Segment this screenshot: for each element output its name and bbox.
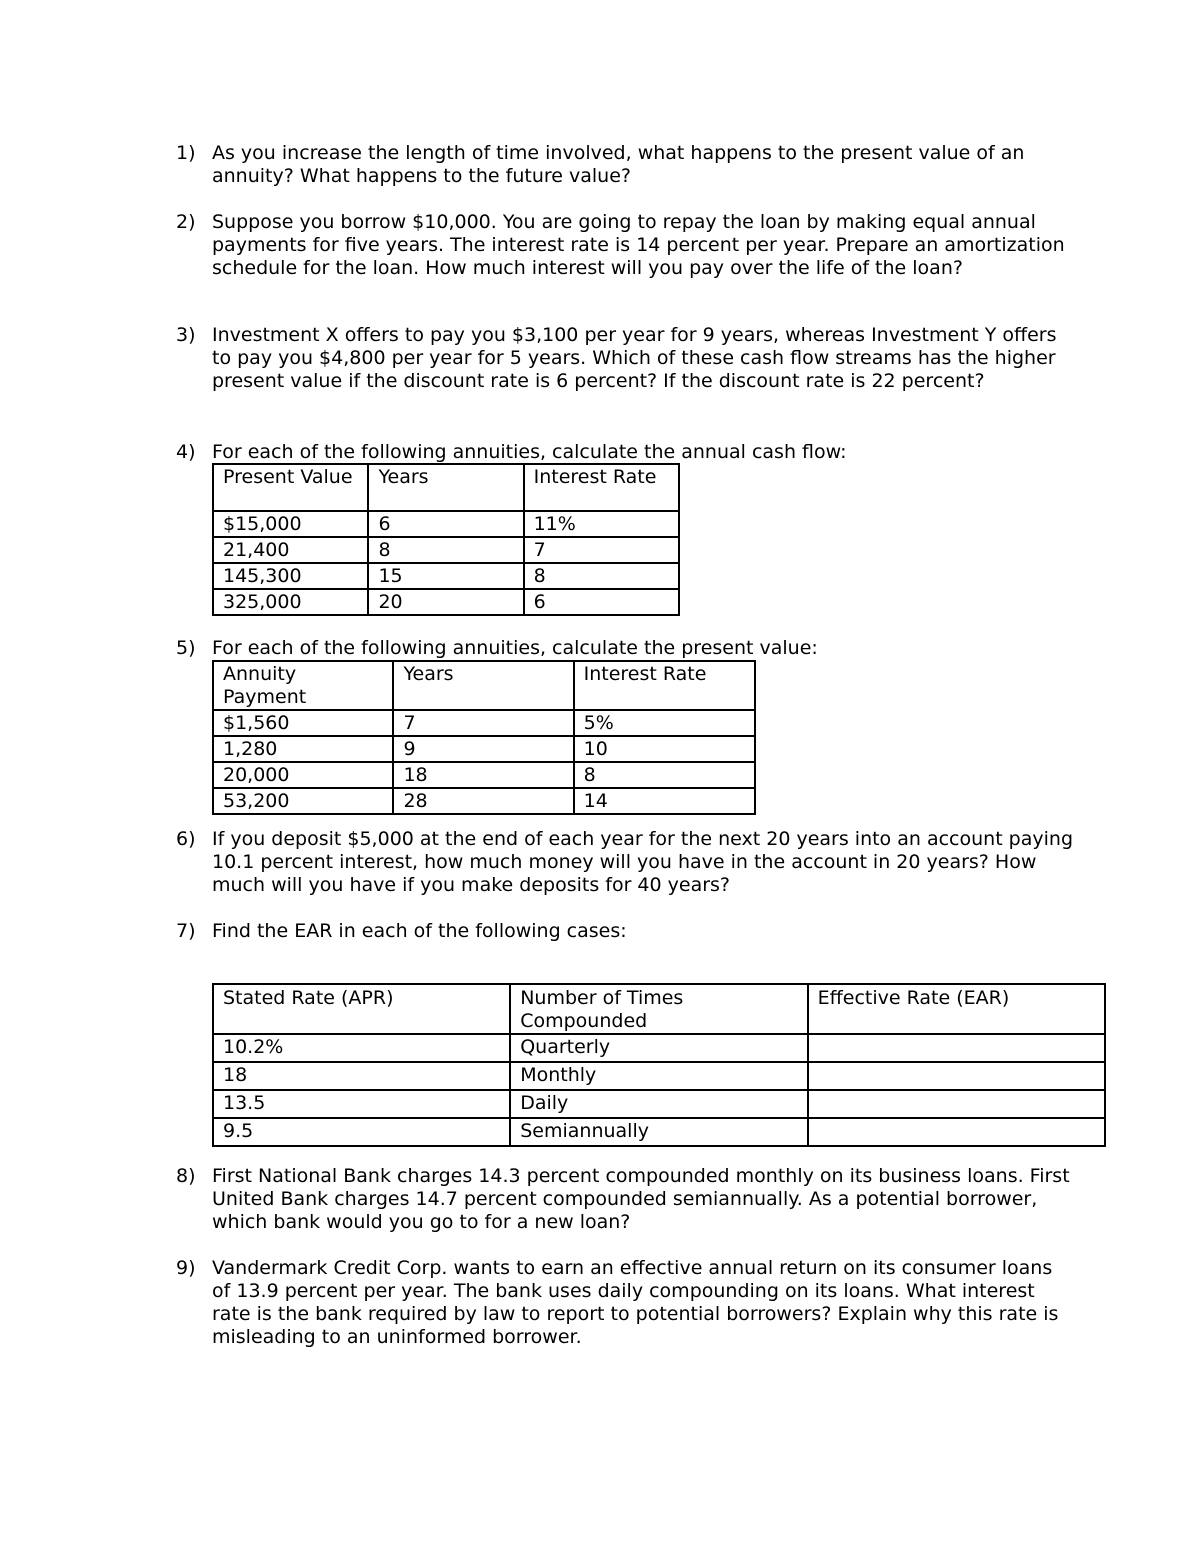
table-cell (808, 1090, 1105, 1118)
question-9 (176, 1257, 1076, 1349)
table-cell: 15 (368, 563, 523, 589)
table-row (213, 736, 755, 762)
question-3 (176, 324, 1076, 393)
present-value-table (212, 660, 756, 815)
header-annuity-payment: Annuity Payment (213, 661, 393, 710)
table-cell: Monthly (510, 1062, 807, 1090)
table-cell: 21,400 (213, 537, 368, 563)
table-cell: 6 (368, 511, 523, 537)
question-number: 4) (176, 441, 196, 463)
header-effective-rate: Effective Rate (EAR) (808, 984, 1105, 1034)
question-5 (176, 637, 1076, 660)
question-text: First National Bank charges 14.3 percent compounded monthly on its business loans. First United Bank charges 14.7 percent compounded semiannually. As a potential borrower, which bank would you go to for a new loan? (212, 1165, 1070, 1233)
table-cell: 11% (524, 511, 679, 537)
question-7 (176, 920, 1076, 943)
header-years: Years (393, 661, 573, 710)
question-2 (176, 211, 1076, 280)
question-text: Investment X offers to pay you $3,100 per year for 9 years, whereas Investment Y offers to pay you $4,800 per year for 5 years. Which of these cash flow streams has the higher present value if the discount rate is 6 percent? If the discount rate is 22 percent? (212, 324, 1057, 392)
question-1 (176, 142, 1076, 188)
table-cell (808, 1062, 1105, 1090)
table-row (213, 537, 679, 563)
table-cell: 14 (574, 788, 755, 814)
table-cell: 20 (368, 589, 523, 615)
table-row (213, 710, 755, 736)
table-cell: 325,000 (213, 589, 368, 615)
table-row (213, 1118, 1105, 1146)
question-text: As you increase the length of time involved, what happens to the present value of an annuity? What happens to the future value? (212, 142, 1025, 187)
table-cell: $15,000 (213, 511, 368, 537)
header-years: Years (368, 464, 523, 511)
question-text: Find the EAR in each of the following cases: (212, 920, 627, 942)
table-cell: 10 (574, 736, 755, 762)
table-header-row (213, 661, 755, 710)
table-cell: Daily (510, 1090, 807, 1118)
question-text: For each of the following annuities, calculate the annual cash flow: (212, 441, 847, 463)
table-cell: 6 (524, 589, 679, 615)
table-cell: 145,300 (213, 563, 368, 589)
table-header-row (213, 464, 679, 511)
table-cell: 18 (393, 762, 573, 788)
header-interest-rate: Interest Rate (574, 661, 755, 710)
question-6 (176, 828, 1076, 897)
question-text: Vandermark Credit Corp. wants to earn an effective annual return on its consumer loans of 13.9 percent per year. The bank uses daily compounding on its loans. What interest rate is the bank required by law to report to potential borrowers? Explain why this rate is misleading to an uninformed borrower. (212, 1257, 1059, 1348)
table-cell: 8 (524, 563, 679, 589)
table-row (213, 1034, 1105, 1062)
table-cell: 1,280 (213, 736, 393, 762)
table-cell: 7 (524, 537, 679, 563)
table-cell: $1,560 (213, 710, 393, 736)
header-stated-rate: Stated Rate (APR) (213, 984, 510, 1034)
question-number: 5) (176, 637, 196, 659)
table-cell: 28 (393, 788, 573, 814)
table-cell: 5% (574, 710, 755, 736)
table-row (213, 762, 755, 788)
ear-table (212, 983, 1106, 1147)
table-row (213, 511, 679, 537)
table-cell: 10.2% (213, 1034, 510, 1062)
question-number: 7) (176, 920, 196, 942)
header-interest-rate: Interest Rate (524, 464, 679, 511)
question-number: 1) (176, 142, 196, 164)
table-cell: 9 (393, 736, 573, 762)
question-4 (176, 441, 1076, 464)
table-row (213, 589, 679, 615)
table-cell: Semiannually (510, 1118, 807, 1146)
table-cell: Quarterly (510, 1034, 807, 1062)
table-cell: 7 (393, 710, 573, 736)
question-text: For each of the following annuities, calculate the present value: (212, 637, 818, 659)
header-times-compounded: Number of Times Compounded (510, 984, 807, 1034)
table-cell: 18 (213, 1062, 510, 1090)
table-cell (808, 1118, 1105, 1146)
table-cell: 20,000 (213, 762, 393, 788)
table-cell: 13.5 (213, 1090, 510, 1118)
table-cell: 8 (368, 537, 523, 563)
question-number: 9) (176, 1257, 196, 1279)
question-8 (176, 1165, 1076, 1234)
question-number: 6) (176, 828, 196, 850)
table-cell: 53,200 (213, 788, 393, 814)
annual-cash-flow-table (212, 463, 680, 616)
table-cell: 8 (574, 762, 755, 788)
table-row (213, 788, 755, 814)
table-row (213, 563, 679, 589)
question-text: Suppose you borrow $10,000. You are going to repay the loan by making equal annual payments for five years. The interest rate is 14 percent per year. Prepare an amortization schedule for the loan. How much interest will you pay over the life of the loan? (212, 211, 1065, 279)
table-cell: 9.5 (213, 1118, 510, 1146)
table-cell (808, 1034, 1105, 1062)
question-number: 8) (176, 1165, 196, 1187)
question-number: 3) (176, 324, 196, 346)
question-number: 2) (176, 211, 196, 233)
table-row (213, 1062, 1105, 1090)
table-row (213, 1090, 1105, 1118)
header-present-value: Present Value (213, 464, 368, 511)
question-text: If you deposit $5,000 at the end of each year for the next 20 years into an account paying 10.1 percent interest, how much money will you have in the account in 20 years? How much will you have if you make deposits for 40 years? (212, 828, 1074, 896)
table-header-row (213, 984, 1105, 1034)
